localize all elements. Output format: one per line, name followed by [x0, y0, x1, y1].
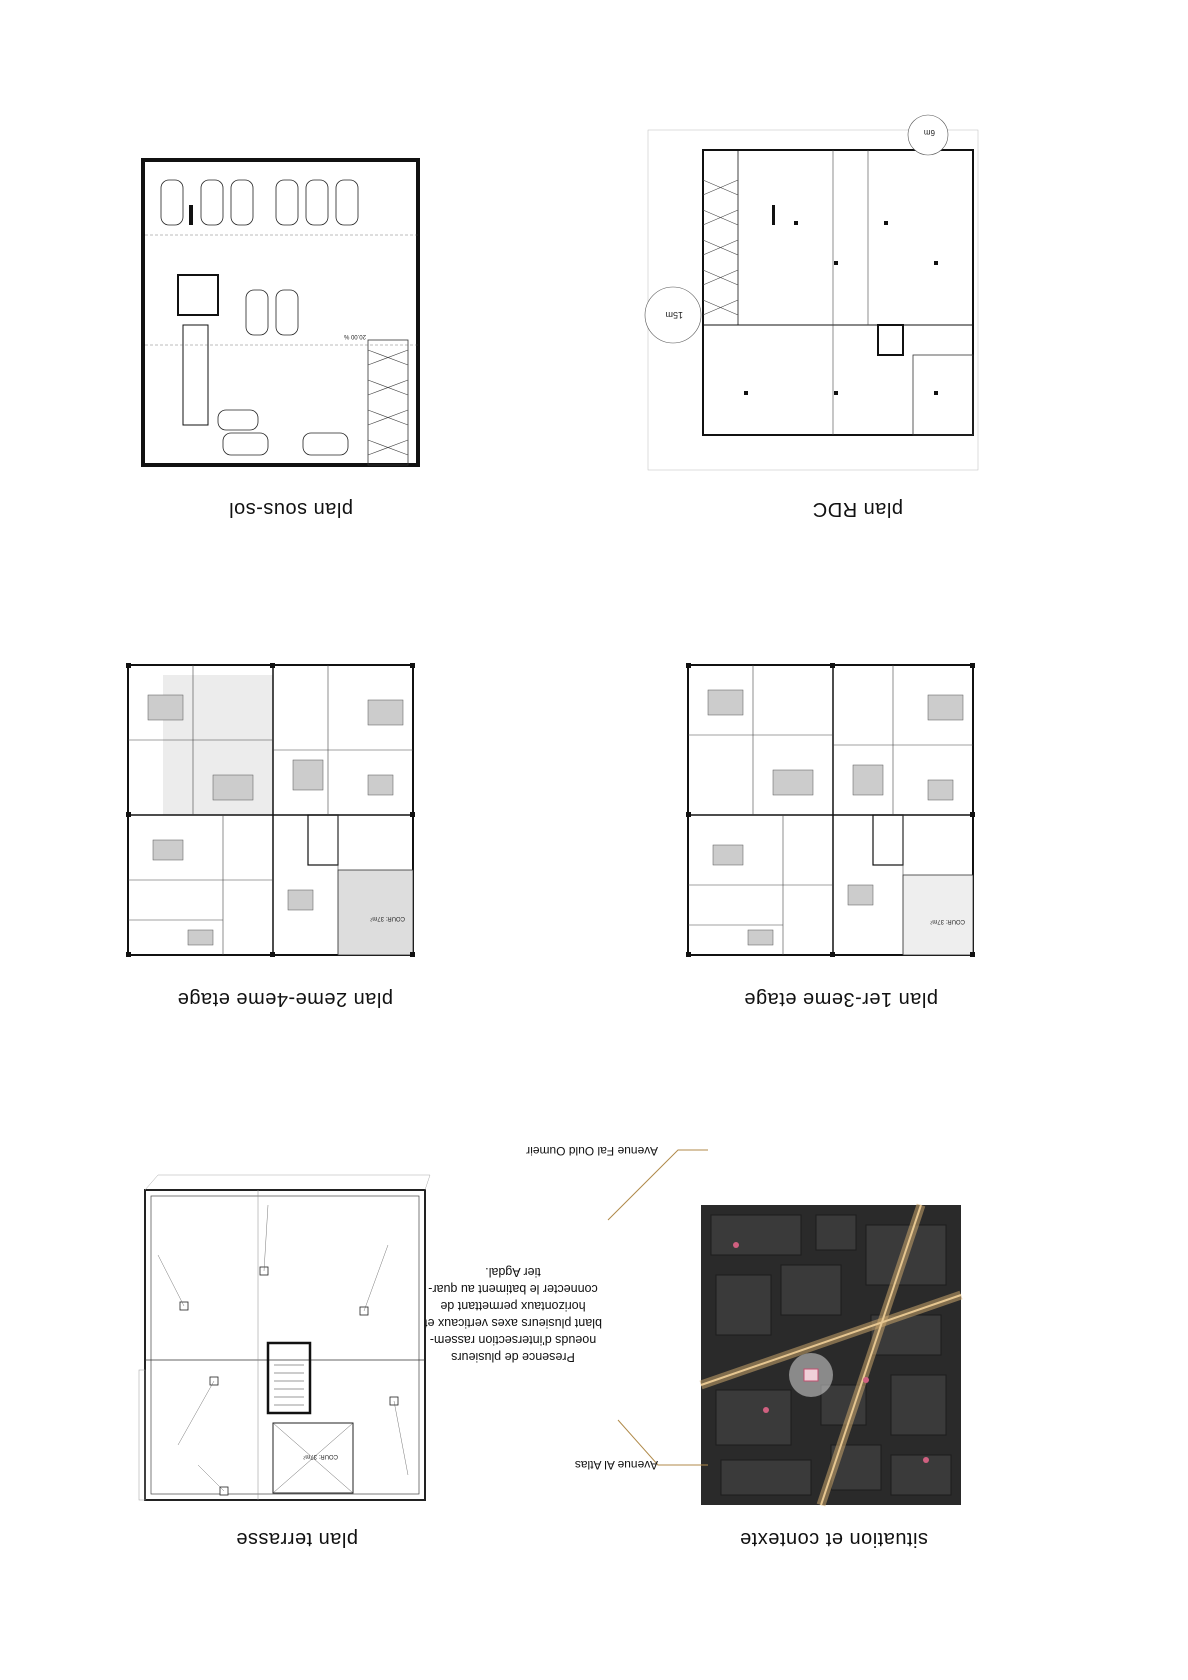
car-ramp — [368, 340, 408, 465]
cour-label: COUR: 37m² — [303, 1453, 338, 1459]
drainage-slopes — [158, 1205, 408, 1491]
ramp-slope: 20.00 % — [343, 333, 366, 339]
note-line: blant plusieurs axes verticaux et — [424, 1316, 602, 1330]
car-ramp — [703, 150, 738, 325]
situation-title: situation et contexte — [739, 1528, 928, 1550]
terrasse-title: plan terrasse — [235, 1528, 358, 1550]
dim-15m: 15m — [665, 310, 683, 320]
leader-line-top — [608, 1150, 708, 1220]
stair-core — [178, 275, 218, 315]
note-line: noeuds d'intersection rassem- — [429, 1333, 597, 1347]
rdc-plan — [643, 125, 988, 475]
etage-2-4-panel — [98, 660, 428, 1040]
dim-6m: 6m — [923, 128, 935, 137]
rdc-title: plan RDC — [812, 498, 903, 520]
sous-sol-plan — [138, 155, 428, 475]
etage-2-4-title: plan 2eme-4eme etage — [177, 988, 393, 1010]
elevator — [878, 325, 903, 355]
sous-sol-title: plan sous-sol — [228, 498, 353, 520]
site-marker — [804, 1369, 818, 1381]
stair-core — [268, 1343, 310, 1413]
note-line: connecter le batiment au quar- — [428, 1282, 598, 1296]
cour-label: COUR: 37m² — [370, 915, 405, 921]
note-line: Presence de plusieurs — [451, 1350, 575, 1364]
stair-core — [873, 815, 903, 865]
street-label-top: Avenue Fal Ould Oumeir — [526, 1144, 658, 1158]
columns — [744, 221, 938, 395]
rdc-panel — [628, 130, 988, 550]
terrasse-plan — [138, 1185, 428, 1505]
etage-1-3-panel — [658, 660, 988, 1040]
cour-label: COUR: 37m² — [930, 918, 965, 924]
sous-sol-panel — [88, 130, 428, 550]
stair-core — [308, 815, 338, 865]
etage-1-3-title: plan 1er-3eme etage — [743, 988, 938, 1010]
note-line: tier Agdal. — [485, 1265, 541, 1279]
note-line: horizontaux permettant de — [440, 1299, 586, 1313]
etage-1-3-plan — [673, 655, 983, 965]
etage-2-4-plan — [113, 655, 423, 965]
situation-map — [701, 1205, 961, 1505]
context-note — [413, 1263, 613, 1365]
terrasse-panel — [128, 1150, 428, 1580]
street-label-bottom: Avenue Al Atlas — [574, 1458, 658, 1472]
